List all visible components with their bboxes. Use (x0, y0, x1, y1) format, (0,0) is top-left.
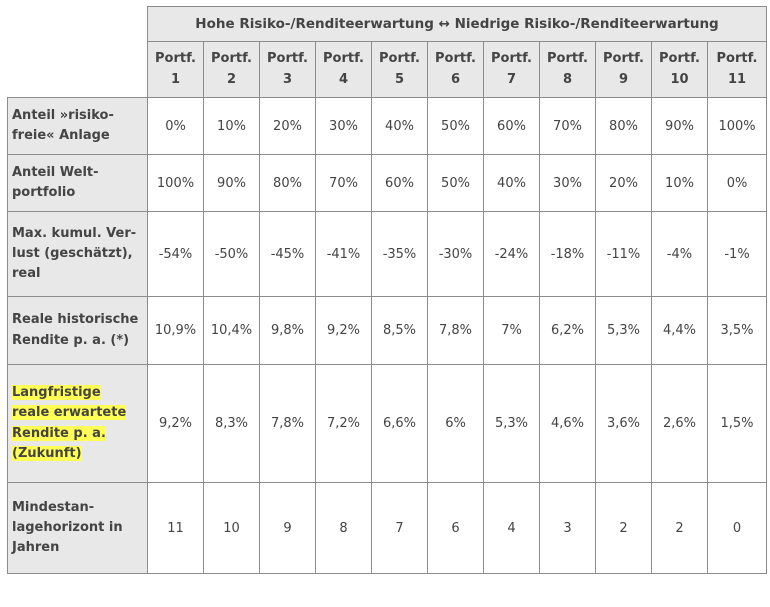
portfolio-header-label: Portf. (379, 50, 420, 66)
portfolio-header-7 (484, 42, 540, 98)
portfolio-header-label: Portf. (491, 50, 532, 66)
table-row (8, 483, 767, 574)
table-cell: 10% (204, 98, 260, 155)
table-cell: 10 (204, 483, 260, 574)
portfolio-header-6 (428, 42, 484, 98)
portfolio-header-11 (708, 42, 767, 98)
table-cell: 90% (204, 155, 260, 212)
table-cell: 5,3% (596, 297, 652, 365)
row-label-line: real (12, 266, 41, 282)
portfolio-header-number: 6 (450, 71, 461, 87)
portfolio-header-label: Portf. (716, 50, 758, 66)
table-cell: 9,2% (148, 365, 204, 483)
row-label (8, 212, 148, 297)
row-label-line: Anteil Welt- (12, 164, 99, 180)
table-cell: 8,5% (372, 297, 428, 365)
table-cell: -54% (148, 212, 204, 297)
row-label-line: Rendite p. a. (*) (12, 332, 130, 348)
row-label (8, 483, 148, 574)
row-label-line: Mindestan- (12, 499, 95, 515)
row-label-line: Max. kumul. Ver- (12, 225, 137, 241)
table-cell: -18% (540, 212, 596, 297)
table-cell: 90% (652, 98, 708, 155)
table-cell: 0% (708, 155, 767, 212)
table-cell: 7,2% (316, 365, 372, 483)
table-row (8, 212, 767, 297)
portfolio-header-8 (540, 42, 596, 98)
row-label-line: Langfristige (12, 385, 101, 401)
top-header-row (8, 7, 767, 42)
table-cell: 0 (708, 483, 767, 574)
portfolio-header-number: 1 (170, 71, 181, 87)
table-cell: 6% (428, 365, 484, 483)
portfolio-header-label: Portf. (267, 50, 308, 66)
table-cell: 9,2% (316, 297, 372, 365)
table-cell: 6,2% (540, 297, 596, 365)
table-cell: 80% (596, 98, 652, 155)
table-cell: -41% (316, 212, 372, 297)
row-label-line: freie« Anlage (12, 128, 110, 143)
table-cell: 20% (260, 98, 316, 155)
empty-corner-cell (8, 7, 148, 42)
row-label-line: Anteil »risiko- (12, 107, 114, 123)
table-cell: 8 (316, 483, 372, 574)
table-cell: 4,6% (540, 365, 596, 483)
portfolio-header-number: 3 (282, 71, 293, 87)
table-cell: 30% (316, 98, 372, 155)
table-cell: 40% (372, 98, 428, 155)
table-cell: -50% (204, 212, 260, 297)
table-cell: 7 (372, 483, 428, 574)
table-cell: -4% (652, 212, 708, 297)
portfolio-header-number: 8 (562, 71, 573, 87)
table-cell: 40% (484, 155, 540, 212)
table-cell: 2,6% (652, 365, 708, 483)
portfolio-header-number: 9 (618, 71, 629, 87)
risk-return-header: Hohe Risiko-/Renditeerwartung ↔ Niedrige Risiko-/Renditeerwartung (148, 7, 767, 42)
portfolio-header-9 (596, 42, 652, 98)
table-cell: 3,6% (596, 365, 652, 483)
row-label-line: Reale historische (12, 312, 139, 328)
table-cell: 80% (260, 155, 316, 212)
table-cell: 2 (596, 483, 652, 574)
portfolio-header-number: 7 (506, 71, 517, 87)
portfolio-header-row (8, 42, 767, 98)
table-cell: -11% (596, 212, 652, 297)
portfolio-header-label: Portf. (323, 50, 364, 66)
table-row (8, 297, 767, 365)
table-cell: -24% (484, 212, 540, 297)
table-cell: 9 (260, 483, 316, 574)
portfolio-allocation-table (7, 6, 767, 574)
row-label-line: Rendite p. a. (12, 425, 106, 441)
portfolio-header-number: 5 (394, 71, 405, 87)
portfolio-header-3 (260, 42, 316, 98)
table-cell: 60% (372, 155, 428, 212)
portfolio-header-1 (148, 42, 204, 98)
portfolio-header-10 (652, 42, 708, 98)
table-cell: 60% (484, 98, 540, 155)
table-cell: 100% (708, 98, 767, 155)
table-cell: 4 (484, 483, 540, 574)
table-cell: 10,9% (148, 297, 204, 365)
table-cell: -35% (372, 212, 428, 297)
portfolio-header-number: 4 (338, 71, 349, 87)
portfolio-header-2 (204, 42, 260, 98)
portfolio-header-4 (316, 42, 372, 98)
portfolio-header-number: 2 (226, 71, 237, 87)
table-row (8, 155, 767, 212)
table-cell: 100% (148, 155, 204, 212)
table-cell: 0% (148, 98, 204, 155)
table-cell: 30% (540, 155, 596, 212)
row-label-line: reale erwartete (12, 405, 127, 421)
portfolio-header-label: Portf. (155, 50, 196, 66)
table-cell: 20% (596, 155, 652, 212)
table-cell: 50% (428, 98, 484, 155)
table-cell: 2 (652, 483, 708, 574)
table-cell: 11 (148, 483, 204, 574)
table-cell: 3 (540, 483, 596, 574)
table-cell: 70% (540, 98, 596, 155)
table-cell: 10,4% (204, 297, 260, 365)
portfolio-header-number: 10 (670, 71, 689, 87)
table-cell: 7,8% (428, 297, 484, 365)
row-label-line: Jahren (12, 540, 60, 556)
table-cell: 3,5% (708, 297, 767, 365)
row-label-line: lust (geschätzt), (12, 245, 133, 261)
row-label (8, 365, 148, 483)
table-cell: -45% (260, 212, 316, 297)
table-cell: 1,5% (708, 365, 767, 483)
table-cell: 70% (316, 155, 372, 212)
table-cell: -1% (708, 212, 767, 297)
row-label (8, 155, 148, 212)
table-cell: 7,8% (260, 365, 316, 483)
portfolio-header-label: Portf. (435, 50, 476, 66)
table-cell: 4,4% (652, 297, 708, 365)
row-label-line: (Zukunft) (12, 445, 82, 461)
portfolio-header-label: Portf. (211, 50, 252, 66)
table-cell: 9,8% (260, 297, 316, 365)
table-row (8, 98, 767, 155)
portfolio-header-label: Portf. (659, 50, 700, 66)
table-cell: 8,3% (204, 365, 260, 483)
table-row (8, 365, 767, 483)
allocation-table-wrapper (7, 6, 766, 601)
table-cell: -30% (428, 212, 484, 297)
portfolio-header-5 (372, 42, 428, 98)
portfolio-header-number: 11 (727, 71, 747, 87)
table-cell: 10% (652, 155, 708, 212)
row-label (8, 98, 148, 155)
row-label-line: portfolio (12, 185, 76, 200)
table-cell: 6 (428, 483, 484, 574)
empty-corner-cell (8, 42, 148, 98)
portfolio-header-label: Portf. (603, 50, 644, 66)
table-cell: 5,3% (484, 365, 540, 483)
row-label (8, 297, 148, 365)
table-cell: 6,6% (372, 365, 428, 483)
table-cell: 50% (428, 155, 484, 212)
row-label-line: lagehorizont in (12, 519, 123, 535)
table-cell: 7% (484, 297, 540, 365)
portfolio-header-label: Portf. (547, 50, 588, 66)
